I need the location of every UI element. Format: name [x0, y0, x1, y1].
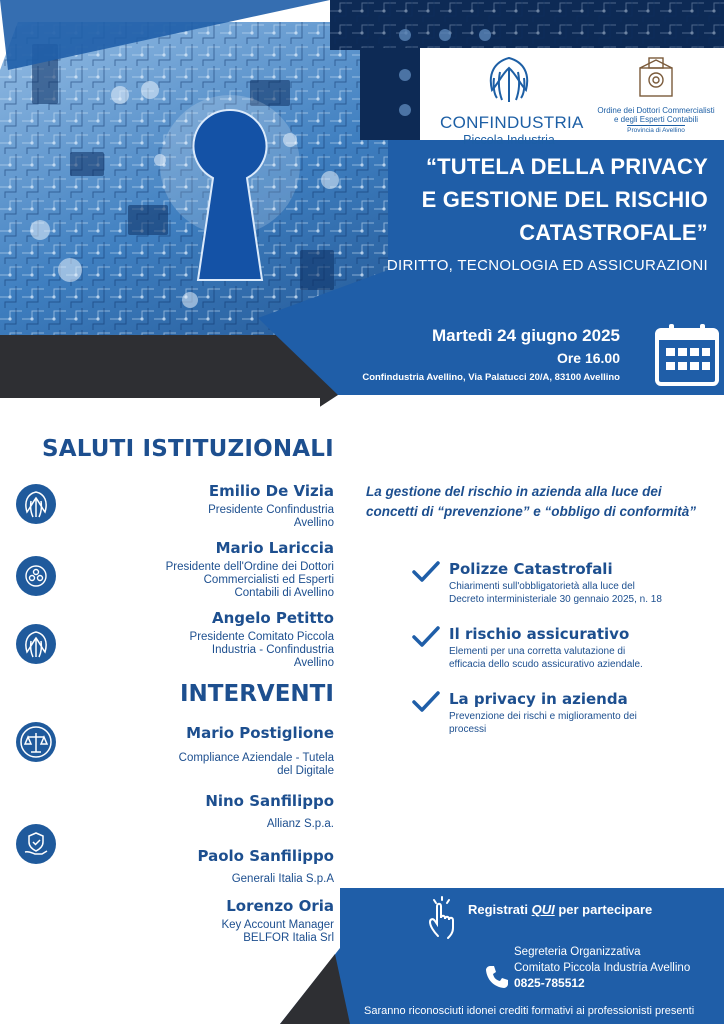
person-angelo-petitto	[190, 609, 334, 670]
topic-desc: Chiarimenti sull'obbligatorietà alla luce del	[449, 581, 635, 592]
person-name: Mario Postiglione	[186, 724, 334, 742]
odc-province: Provincia di Avellino	[627, 127, 685, 135]
person-role: Presidente Confindustria	[208, 504, 334, 516]
confindustria-subtitle: Piccola Industria	[463, 133, 555, 147]
topic-title: Polizze Catastrofali	[449, 560, 613, 578]
register-text-post: per partecipare	[554, 902, 653, 917]
odc-badge-icon	[16, 556, 56, 596]
register-link[interactable]	[468, 902, 652, 917]
topic-desc: Decreto interministeriale 30 gennaio 2025, n. 18	[449, 593, 662, 605]
person-role: del Digitale	[277, 765, 334, 777]
odc-logo	[592, 54, 720, 135]
event-title-line-2: E GESTIONE DEL RISCHIO	[421, 187, 708, 212]
confindustria-name: CONFINDUSTRIA	[440, 113, 584, 132]
event-title-line-1: “TUTELA DELLA PRIVACY	[425, 154, 708, 179]
person-role: Allianz S.p.a.	[266, 818, 334, 830]
secretariat	[514, 944, 690, 976]
register-here-link[interactable]: QUI	[531, 902, 555, 917]
interventi-heading: INTERVENTI	[180, 681, 334, 707]
event-title-line-3: CATASTROFALE”	[519, 220, 708, 245]
event-title-block	[378, 150, 708, 274]
person-name: Lorenzo Oria	[226, 897, 334, 915]
topic-desc: Prevenzione dei rischi e miglioramento dei	[449, 711, 637, 722]
person-emilio-de-vizia	[208, 482, 334, 530]
confindustria-badge-icon	[16, 624, 56, 664]
person-role: Key Account Manager	[221, 919, 334, 931]
confindustria-badge-icon	[16, 484, 56, 524]
checkmark-icon	[412, 560, 440, 584]
person-role: Contabili di Avellino	[234, 587, 334, 599]
topic-desc: efficacia dello scudo assicurativo aziendale.	[449, 658, 643, 670]
confindustria-logo	[440, 54, 584, 147]
person-role: Compliance Aziendale - Tutela	[178, 752, 334, 764]
secretariat-line1: Segreteria Organizzativa	[514, 946, 641, 958]
person-role: BELFOR Italia Srl	[243, 932, 334, 944]
calendar-icon	[654, 322, 720, 388]
credits-note: Saranno riconosciuti idonei crediti formativi ai professionisti presenti	[364, 1005, 695, 1017]
shield-hand-icon	[16, 824, 56, 864]
justice-scale-icon	[16, 722, 56, 762]
saluti-heading: SALUTI ISTITUZIONALI	[42, 436, 334, 462]
person-paolo-sanfilippo	[198, 847, 334, 886]
person-mario-postiglione	[179, 724, 334, 778]
person-role: Presidente Comitato Piccola	[189, 631, 334, 643]
person-name: Angelo Petitto	[212, 609, 334, 627]
person-name: Emilio De Vizia	[208, 482, 334, 500]
person-role: Presidente dell'Ordine dei Dottori	[165, 561, 334, 573]
phone-icon	[484, 964, 510, 990]
event-date: Martedì 24 giugno 2025	[432, 326, 620, 345]
topic-title: La privacy in azienda	[449, 690, 628, 708]
person-name: Paolo Sanfilippo	[197, 847, 334, 865]
event-datetime	[362, 326, 620, 383]
person-role: Commercialisti ed Esperti	[203, 574, 334, 586]
odc-name-line2: e degli Esperti Contabili	[613, 115, 699, 125]
checkmark-icon	[412, 625, 440, 649]
person-name: Nino Sanfilippo	[205, 792, 334, 810]
person-role: Industria - Confindustria	[211, 644, 334, 656]
topic-polizze-catastrofali	[412, 560, 712, 606]
person-role: Generali Italia S.p.A	[231, 873, 334, 885]
topic-privacy-azienda	[412, 690, 712, 736]
event-subtitle: DIRITTO, TECNOLOGIA ED ASSICURAZIONI	[386, 257, 708, 274]
secretariat-line2: Comitato Piccola Industria Avellino	[514, 962, 691, 974]
odc-building-icon	[636, 54, 676, 98]
hero-banner	[0, 0, 724, 410]
topic-desc: processi	[449, 723, 487, 735]
pointer-hand-icon[interactable]	[424, 896, 464, 942]
event-time: Ore 16.00	[556, 350, 620, 366]
confindustria-emblem-icon	[482, 54, 536, 106]
person-name: Mario Lariccia	[215, 539, 334, 557]
phone-number[interactable]: 0825-785512	[514, 976, 585, 990]
odc-name-line1: Ordine dei Dottori Commercialisti	[597, 106, 715, 115]
topic-title: Il rischio assicurativo	[449, 625, 630, 643]
person-role: Avellino	[293, 657, 334, 669]
topic-rischio-assicurativo	[412, 625, 712, 671]
checkmark-icon	[412, 690, 440, 714]
event-place: Confindustria Avellino, Via Palatucci 20/A, 83100 Avellino	[362, 372, 620, 383]
person-role: Avellino	[293, 517, 334, 529]
logo-bar	[420, 48, 724, 147]
topic-desc: Elementi per una corretta valutazione di	[449, 646, 626, 657]
topics-intro: La gestione del rischio in azienda alla luce dei concetti di “prevenzione” e “obbligo di conformità”	[366, 484, 697, 519]
register-text-pre: Registrati	[468, 902, 532, 917]
person-mario-lariccia	[166, 539, 334, 600]
person-nino-sanfilippo	[205, 792, 334, 831]
